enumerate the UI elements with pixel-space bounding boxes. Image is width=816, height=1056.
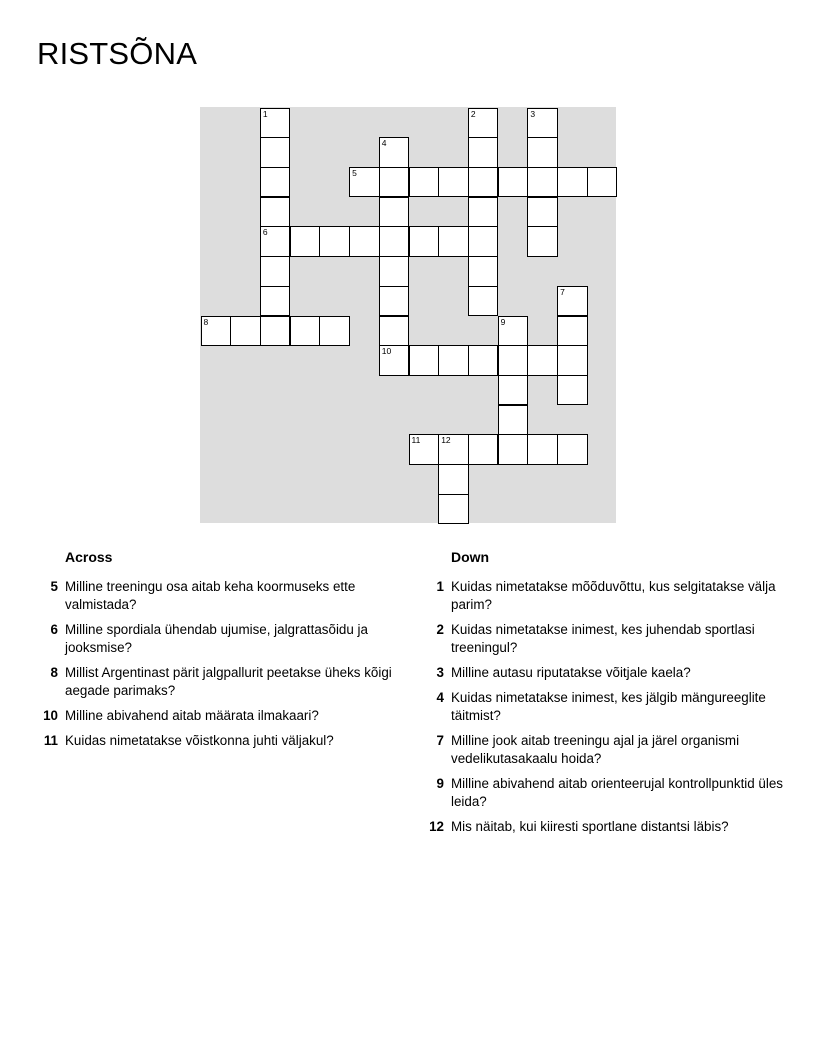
across-clue-list <box>36 578 396 750</box>
cell-number: 2 <box>470 108 476 119</box>
down-clue <box>422 818 792 836</box>
grid-cell[interactable] <box>379 167 410 198</box>
cell-number: 6 <box>262 227 268 238</box>
cell-number: 1 <box>262 108 268 119</box>
across-clue <box>36 578 396 614</box>
grid-cell[interactable] <box>379 345 410 376</box>
clue-text: Milline abivahend aitab määrata ilmakaari? <box>65 708 319 723</box>
grid-cell[interactable] <box>379 256 410 287</box>
grid-cell[interactable] <box>468 167 499 198</box>
grid-cell[interactable] <box>557 434 588 465</box>
grid-cell[interactable] <box>527 137 558 168</box>
grid-cell[interactable] <box>498 345 529 376</box>
cell-number: 10 <box>381 346 392 357</box>
across-clue <box>36 664 396 700</box>
down-clues <box>422 548 792 843</box>
grid-cell[interactable] <box>468 197 499 228</box>
clue-number: 7 <box>436 733 444 748</box>
grid-cell[interactable] <box>438 226 469 257</box>
clue-text: Millist Argentinast pärit jalgpallurit peetakse üheks kõigi aegade parimaks? <box>65 665 392 698</box>
across-clues <box>36 548 396 757</box>
down-clue <box>422 689 792 725</box>
clue-number: 1 <box>436 579 444 594</box>
clue-number: 9 <box>436 776 444 791</box>
grid-cell[interactable] <box>527 108 558 139</box>
grid-cell[interactable] <box>438 345 469 376</box>
grid-cell[interactable] <box>260 197 291 228</box>
grid-cell[interactable] <box>527 226 558 257</box>
grid-cell[interactable] <box>319 226 350 257</box>
grid-cell[interactable] <box>230 316 261 347</box>
grid-cell[interactable] <box>468 345 499 376</box>
cell-number: 5 <box>352 167 357 178</box>
grid-cell[interactable] <box>290 316 321 347</box>
grid-cell[interactable] <box>438 464 469 495</box>
down-clue <box>422 664 792 682</box>
grid-cell[interactable] <box>557 375 588 406</box>
clue-number: 10 <box>43 708 58 723</box>
grid-cell[interactable] <box>468 286 499 317</box>
page-title: RISTSÕNA <box>37 36 198 71</box>
clue-text: Kuidas nimetatakse võistkonna juhti väljakul? <box>65 733 334 748</box>
clue-text: Kuidas nimetatakse inimest, kes jälgib mängureeglite täitmist? <box>451 690 766 723</box>
grid-cell[interactable] <box>498 375 529 406</box>
grid-cell[interactable] <box>349 167 380 198</box>
clue-text: Milline abivahend aitab orienteerujal kontrollpunktid üles leida? <box>451 776 783 809</box>
grid-cell[interactable] <box>379 286 410 317</box>
clue-number: 11 <box>43 733 58 748</box>
grid-cell[interactable] <box>260 137 291 168</box>
clue-text: Milline treeningu osa aitab keha koormuseks ette valmistada? <box>65 579 356 612</box>
grid-cell[interactable] <box>379 137 410 168</box>
grid-cell[interactable] <box>409 345 440 376</box>
clue-text: Milline spordiala ühendab ujumise, jalgrattasõidu ja jooksmise? <box>65 622 368 655</box>
grid-cell[interactable] <box>260 167 291 198</box>
clue-text: Kuidas nimetatakse mõõduvõttu, kus selgitatakse välja parim? <box>451 579 776 612</box>
grid-cell[interactable] <box>438 434 469 465</box>
clue-number: 2 <box>436 622 444 637</box>
crossword-grid <box>200 107 616 523</box>
across-heading: Across <box>65 549 113 565</box>
grid-cell[interactable] <box>527 434 558 465</box>
grid-cell[interactable] <box>409 434 440 465</box>
grid-cell[interactable] <box>260 226 291 257</box>
grid-cell[interactable] <box>260 286 291 317</box>
clue-number: 4 <box>436 690 444 705</box>
grid-cell[interactable] <box>468 137 499 168</box>
cell-number: 4 <box>381 138 387 149</box>
down-clue <box>422 732 792 768</box>
grid-cell[interactable] <box>379 226 410 257</box>
across-clue <box>36 621 396 657</box>
grid-cell[interactable] <box>290 226 321 257</box>
down-heading: Down <box>451 549 490 565</box>
grid-cell[interactable] <box>468 256 499 287</box>
cell-number: 8 <box>203 316 209 327</box>
cell-number: 9 <box>500 316 506 327</box>
grid-cell[interactable] <box>557 316 588 347</box>
grid-cell[interactable] <box>498 316 529 347</box>
cell-number: 12 <box>441 435 451 446</box>
clue-text: Mis näitab, kui kiiresti sportlane distantsi läbis? <box>451 819 729 834</box>
grid-cell[interactable] <box>260 256 291 287</box>
clue-number: 8 <box>50 665 58 680</box>
grid-cell[interactable] <box>468 108 499 139</box>
clue-number: 3 <box>436 665 444 680</box>
grid-cell[interactable] <box>527 167 558 198</box>
clue-text: Milline autasu riputatakse võitjale kaela? <box>451 665 691 680</box>
grid-cell[interactable] <box>260 108 291 139</box>
down-clue <box>422 578 792 614</box>
grid-cell[interactable] <box>438 494 469 525</box>
grid-cell[interactable] <box>527 197 558 228</box>
down-clue <box>422 775 792 811</box>
grid-cell[interactable] <box>409 167 440 198</box>
down-clue-list <box>422 578 792 836</box>
grid-cell[interactable] <box>379 316 410 347</box>
cell-number: 11 <box>411 435 421 446</box>
grid-cell[interactable] <box>557 345 588 376</box>
clue-text: Milline jook aitab treeningu ajal ja järel organismi vedelikutasakaalu hoida? <box>451 733 740 766</box>
grid-cell[interactable] <box>438 167 469 198</box>
grid-cell[interactable] <box>201 316 232 347</box>
grid-cell[interactable] <box>349 226 380 257</box>
grid-cell[interactable] <box>557 167 588 198</box>
clue-text: Kuidas nimetatakse inimest, kes juhendab sportlasi treeningul? <box>451 622 755 655</box>
grid-cell[interactable] <box>319 316 350 347</box>
grid-cell[interactable] <box>468 226 499 257</box>
grid-cell[interactable] <box>498 434 529 465</box>
grid-cell[interactable] <box>409 226 440 257</box>
grid-cell[interactable] <box>498 405 529 436</box>
clue-number: 5 <box>50 579 58 594</box>
grid-cell[interactable] <box>498 167 529 198</box>
across-clue <box>36 732 396 750</box>
clue-number: 12 <box>429 819 444 834</box>
grid-cell[interactable] <box>468 434 499 465</box>
grid-cell[interactable] <box>557 286 588 317</box>
grid-cell[interactable] <box>527 345 558 376</box>
grid-cell[interactable] <box>260 316 291 347</box>
grid-cell[interactable] <box>587 167 618 198</box>
clue-number: 6 <box>50 622 58 637</box>
across-clue <box>36 707 396 725</box>
grid-cell[interactable] <box>379 197 410 228</box>
down-clue <box>422 621 792 657</box>
cell-number: 3 <box>530 108 536 119</box>
cell-number: 7 <box>560 286 565 297</box>
